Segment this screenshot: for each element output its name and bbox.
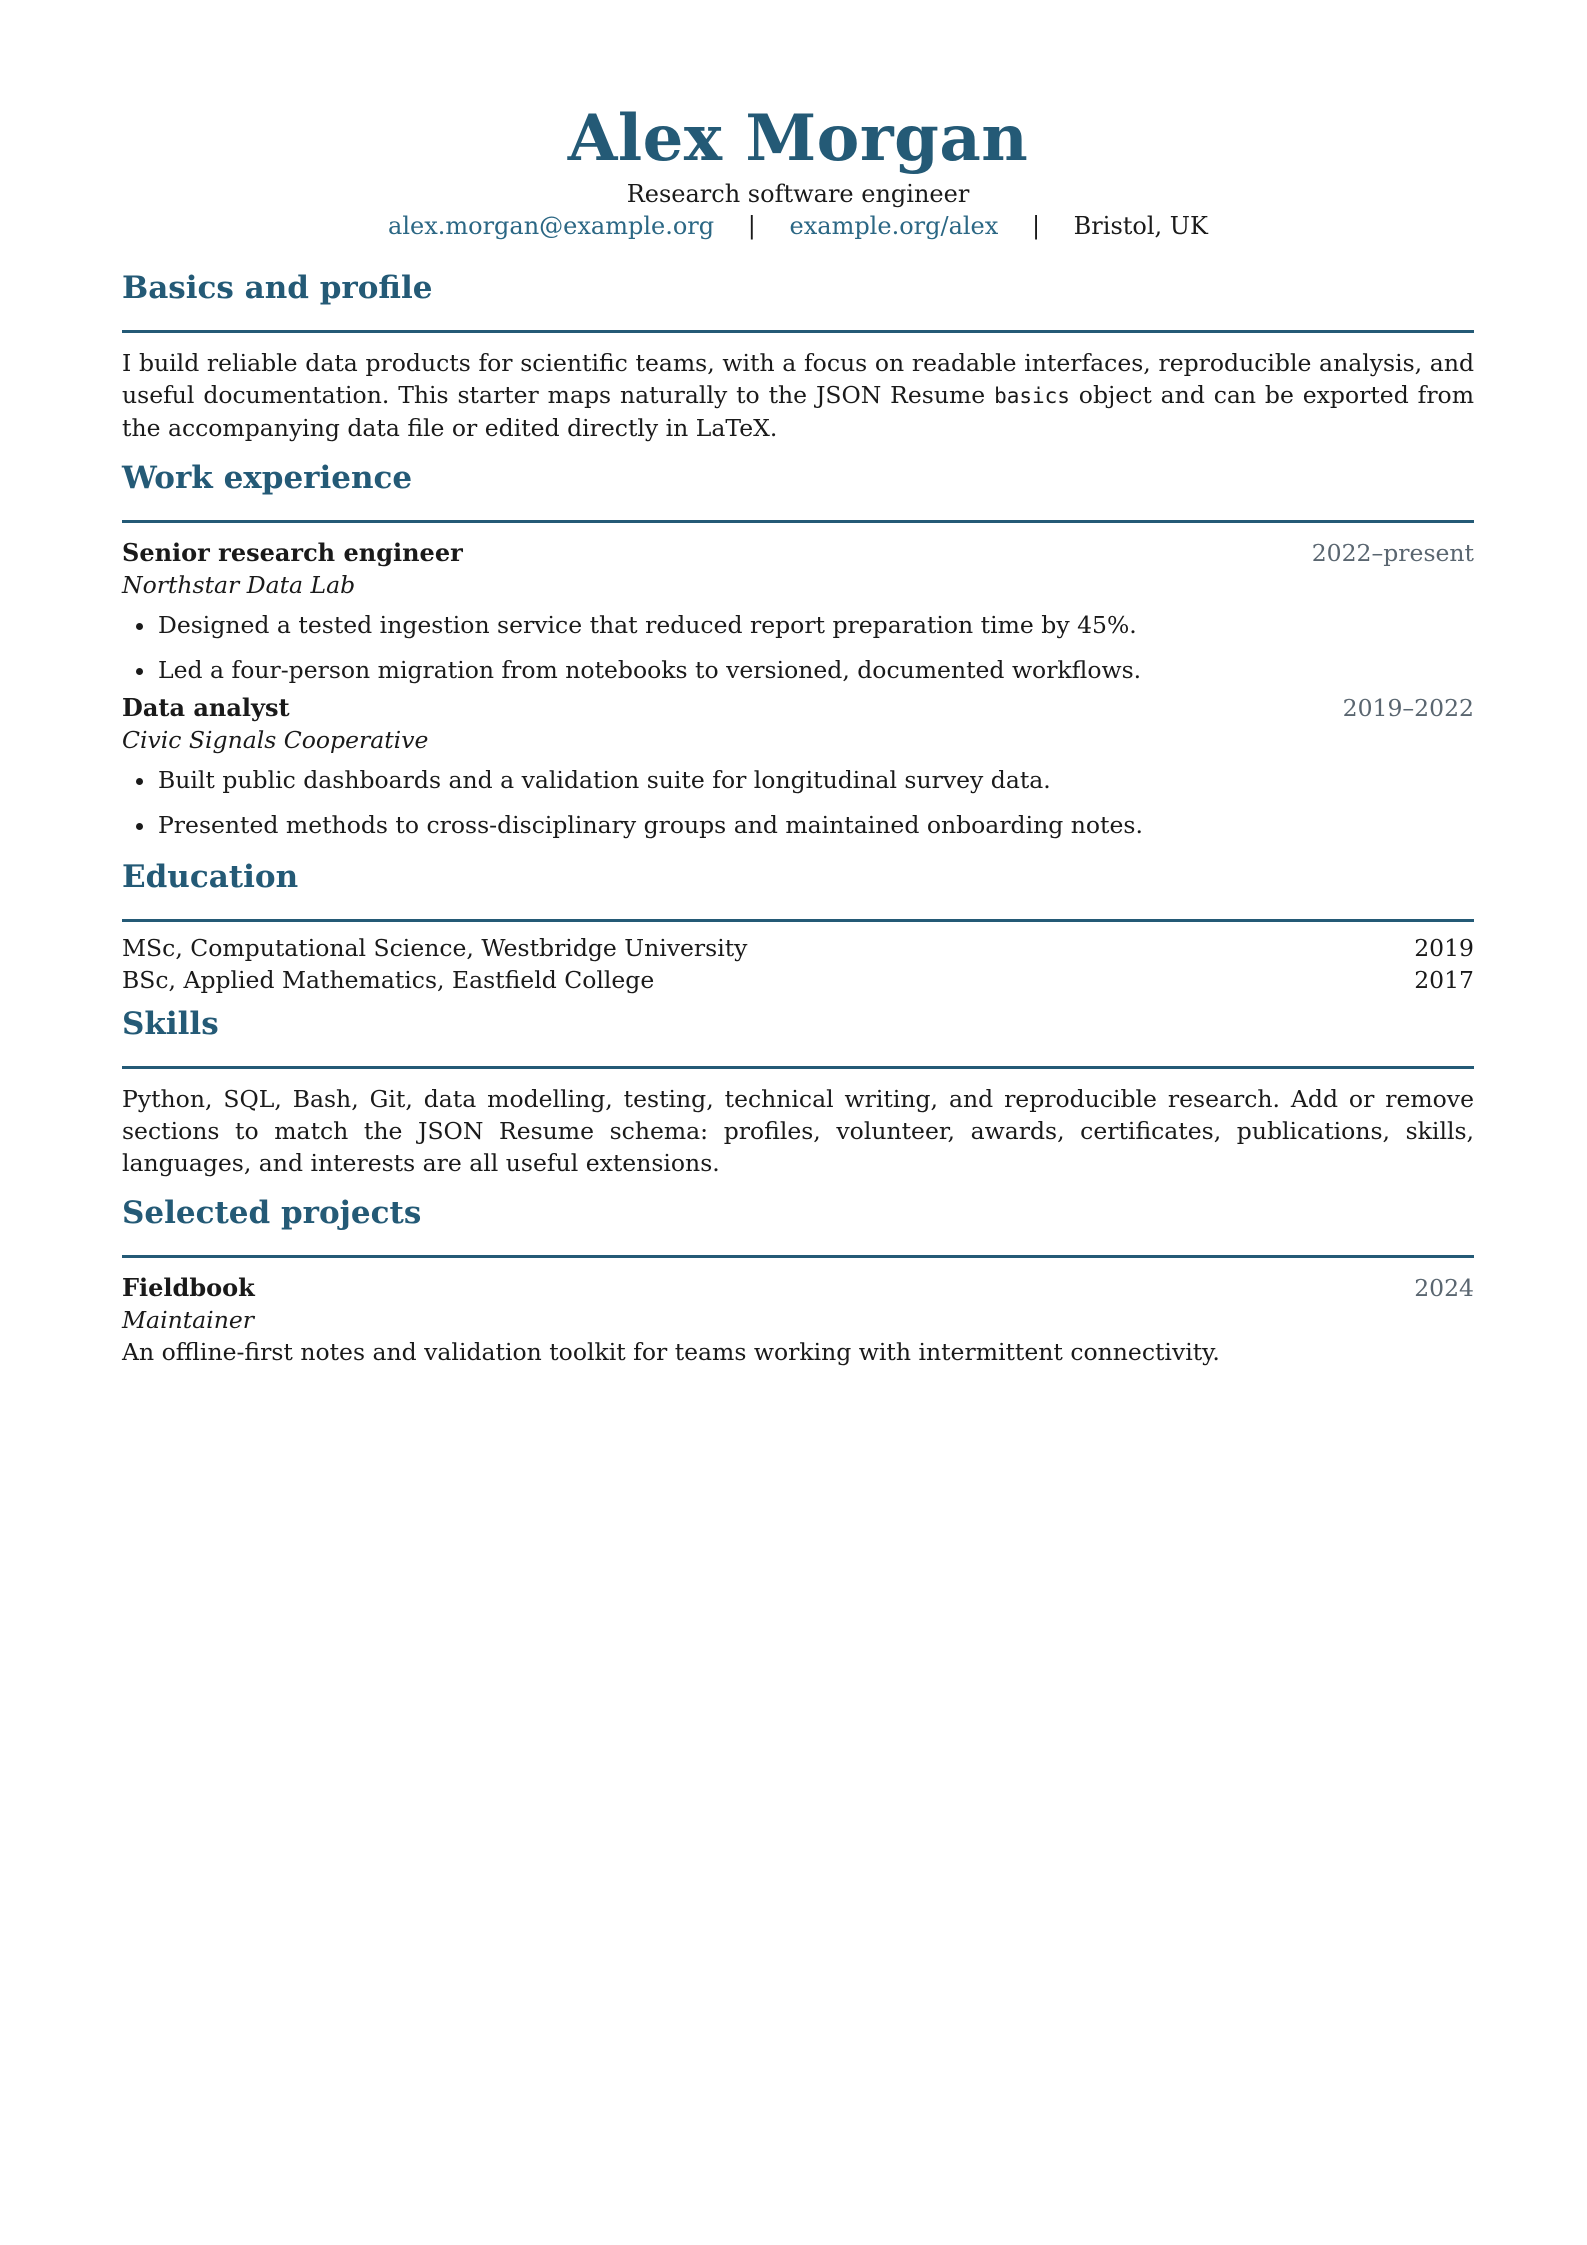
email-link[interactable]: alex.morgan@example.org: [388, 212, 715, 240]
profile-summary: [122, 347, 1474, 444]
section-title-basics: Basics and profile: [122, 270, 433, 306]
section-rule: [122, 520, 1474, 523]
project-entry: [122, 1272, 1474, 1368]
entry-header: [122, 537, 1474, 569]
contact-separator: |: [1031, 212, 1041, 240]
section-rule: [122, 1066, 1474, 1069]
job-highlights: [122, 609, 1474, 686]
job-organization: Northstar Data Lab: [122, 571, 356, 599]
education-degree: BSc, Applied Mathematics, Eastfield College: [122, 966, 655, 994]
education-year: 2019: [1414, 934, 1474, 962]
work-entry: [122, 692, 1474, 841]
project-name: Fieldbook: [122, 1273, 255, 1302]
profile-code: basics: [994, 384, 1070, 408]
job-title: Data analyst: [122, 693, 290, 722]
highlight-item: Led a four-person migration from notebooks to versioned, documented workflows.: [158, 654, 1474, 686]
job-title: Senior research engineer: [122, 538, 463, 567]
location-text: Bristol, UK: [1073, 212, 1208, 240]
highlight-item: Built public dashboards and a validation suite for longitudinal survey data.: [158, 764, 1474, 796]
project-role: Maintainer: [122, 1306, 254, 1334]
project-year: 2024: [1414, 1274, 1474, 1302]
profile-text-end: object and can be exported from the accompanying data file or edited directly in LaTeX.: [122, 381, 1474, 442]
resume-header: [122, 100, 1474, 242]
profile-text-start: I build reliable data products for scientific teams, with a focus on readable interfaces, reproducible analysis, and useful documentation. This starter maps naturally to the JSON Resume: [122, 349, 1474, 409]
job-dates: 2022–present: [1311, 539, 1474, 567]
resume-page: [122, 100, 1474, 1368]
section-rule: [122, 330, 1474, 333]
job-organization: Civic Signals Cooperative: [122, 726, 429, 754]
job-dates: 2019–2022: [1342, 694, 1474, 722]
highlight-item: Presented methods to cross-disciplinary groups and maintained onboarding notes.: [158, 809, 1474, 841]
section-work: [122, 458, 1474, 841]
highlight-item: Designed a tested ingestion service that reduced report preparation time by 45%.: [158, 609, 1474, 641]
section-rule: [122, 919, 1474, 922]
project-description: An offline-first notes and validation toolkit for teams working with intermittent connectivity.: [122, 1338, 1220, 1366]
contact-separator: |: [747, 212, 756, 240]
section-title-projects: Selected projects: [122, 1195, 422, 1231]
education-year: 2017: [1414, 966, 1474, 994]
work-entry: [122, 537, 1474, 686]
section-education: [122, 857, 1474, 996]
job-highlights: [122, 764, 1474, 841]
person-role: Research software engineer: [626, 180, 970, 208]
skills-text: Python, SQL, Bash, Git, data modelling, testing, technical writing, and reproducible research. Add or remove sections to match the JSON Resume schema: profiles, volunteer, awards, certificates, publications, skills, languages, and interests are all useful extensions.: [122, 1085, 1474, 1177]
contact-line: [122, 210, 1474, 242]
section-title-skills: Skills: [122, 1006, 219, 1042]
website-link[interactable]: example.org/alex: [789, 212, 999, 240]
section-projects: [122, 1193, 1474, 1368]
section-rule: [122, 1255, 1474, 1258]
education-entry: [122, 932, 1474, 964]
section-basics: [122, 268, 1474, 444]
section-title-work: Work experience: [122, 460, 413, 496]
entry-header: [122, 692, 1474, 724]
education-entry: [122, 964, 1474, 996]
section-skills: [122, 1004, 1474, 1179]
person-name: Alex Morgan: [567, 101, 1029, 176]
section-title-education: Education: [122, 859, 299, 895]
entry-header: [122, 1272, 1474, 1304]
education-degree: MSc, Computational Science, Westbridge University: [122, 934, 748, 962]
